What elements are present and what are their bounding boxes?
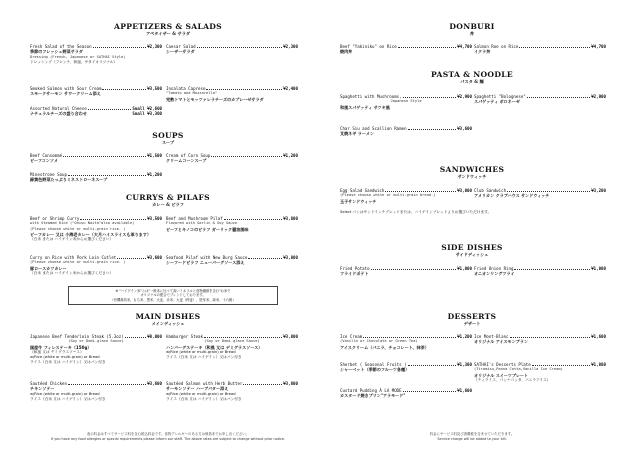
menu-item <box>166 334 298 360</box>
item-sides-jp: ライス（白米 又は ハイゲイン）又はパン付き <box>166 396 242 401</box>
donburi-section <box>334 22 610 36</box>
curries-header <box>30 193 306 207</box>
item-note: (Please choose white or multi-grain rice. ) <box>30 260 126 265</box>
right-page <box>320 0 640 453</box>
curries-title-jp: カレー & ピラフ <box>152 202 184 207</box>
item-name-jp: 叉焼ネギ ラーメン <box>340 131 374 137</box>
item-name: Ice Cream <box>340 334 363 339</box>
item-price: ¥1,600 <box>591 334 606 339</box>
item-name-jp: シーザーサラダ <box>166 49 195 55</box>
item-note: with Steamed Rice ("Ohisu Naita"also available) <box>30 221 135 226</box>
item-name-jp: スパゲッティ ボロネーゼ <box>474 99 520 105</box>
pasta-title-jp: パスタ & 麺 <box>460 79 484 84</box>
item-name-jp: オリジナル アイスモンブラン <box>474 339 529 345</box>
menu-item <box>30 153 162 164</box>
pasta-header <box>334 70 610 84</box>
item-name: Custard Pudding À LA MODE <box>340 388 402 393</box>
item-price: ¥3,500 <box>147 216 162 221</box>
item-name-jp: チキンソテー <box>30 386 55 392</box>
item-name: Hamburger Steak <box>166 334 203 339</box>
menu-item <box>474 362 606 383</box>
mains-title: MAIN DISHES <box>135 312 201 321</box>
pasta-title: PASTA & NOODLE <box>431 70 513 79</box>
item-note-jp: ドレッシング（フレンチ、和風、サタイオリジナル） <box>30 59 118 64</box>
left-footer-line-2: If you have any food allergies or special requirements please inform our staff. The above rates are subject to change without prior notice. <box>50 436 286 441</box>
appetizers-section <box>30 22 306 36</box>
menu-item <box>30 255 162 276</box>
curries-section <box>30 193 306 207</box>
item-sides: w/Rice (white or multi-grain) or Bread <box>166 349 236 354</box>
item-note: Dressing (French, Japanese or SATHAI Style) <box>30 54 126 59</box>
item-price: ¥1,000 <box>457 266 472 271</box>
item-price: ¥1,000 <box>591 266 606 271</box>
desserts-section <box>334 312 610 326</box>
rice-note-line-1: ※ "ハイゲイン米"とは"一般米に比べて高いミネラルと食物繊維を含む"お米で <box>115 289 231 293</box>
item-name-jp: イクラ丼 <box>474 49 491 55</box>
item-name-jp: フライドポテト <box>340 271 369 277</box>
menu-item <box>340 94 472 110</box>
item-price: ¥3,800 <box>283 216 298 221</box>
item-name: Sherbet ( Seasonal Fruits ) <box>340 362 407 367</box>
right-footer-line-2: Service charge will be added to your bill. <box>437 436 507 441</box>
item-name-jp: シーフードピラフ ニューバーグソース添え <box>166 260 245 266</box>
soups-header <box>30 131 306 145</box>
item-name: SATHAI's Desserts Plate <box>474 362 531 367</box>
item-note: (Soy or Demi-glace Sauce) <box>68 339 124 344</box>
item-note: (Vanilla or Chocolate or Green Tea) <box>340 339 418 344</box>
right-footer <box>334 432 610 441</box>
donburi-title-jp: 丼 <box>469 31 475 36</box>
item-name: Spaghetti "Bolognese" <box>474 94 526 99</box>
item-name: Fresh Salad of the Season <box>30 44 92 49</box>
item-name: Salmon Roe on Rice <box>474 44 519 49</box>
item-price: ¥1,500 <box>147 153 162 158</box>
item-name-jp: ビーフとキノコのピラフ ガーリック醤油風味 <box>166 226 249 232</box>
sandwich-bread-note: Select パンはサンドイッチブレッドまたは、ハイゲインブレッドよりお選びいただけます。 <box>340 210 492 214</box>
item-price: ¥1,200 <box>147 172 162 177</box>
item-name: Sautéed Salmon with Herb Butter <box>166 381 243 386</box>
item-price-small: Small ¥2,600 <box>132 106 162 111</box>
item-name-jp: ハンバーグステーキ（和風 又は デミグラスソース） <box>166 344 263 350</box>
item-name: Caesar Salad <box>166 44 196 49</box>
mains-title-jp: メインディッシュ <box>151 321 185 326</box>
item-name-jp: クリームコーンスープ <box>166 158 207 164</box>
menu-item <box>166 86 298 102</box>
item-sides: w/Rice (white or multi-grain) or Bread <box>30 355 100 360</box>
item-note: (Soy or Demi-glace Sauce) <box>204 339 260 344</box>
item-sides-jp: ライス（白米 又は ハイゲイン）又はパン付き <box>30 396 106 401</box>
soups-title: SOUPS <box>152 131 184 140</box>
item-price: ¥4,700 <box>591 44 606 49</box>
item-note: (Please choose white or multi-grain bread.) <box>340 193 436 198</box>
right-footer-line-1: 料金にサービス料及び消費税を含ませていただきます。 <box>429 432 515 437</box>
menu-item <box>340 362 472 373</box>
menu-item <box>30 381 162 402</box>
item-name-jp: ビーフカレー 又は 小海老カレー（大月ハイスライスも承ります） <box>30 231 151 237</box>
soups-section <box>30 131 306 145</box>
menu-item <box>474 266 606 277</box>
item-name: Minestrone Soup <box>30 172 67 177</box>
desserts-title: DESSERTS <box>447 312 497 321</box>
item-sides: w/Rice (white or multi-grain) or Bread <box>166 391 236 396</box>
item-name-jp: 季節のフレッシュ野菜サラダ <box>30 49 83 55</box>
item-note: Flavored with Garlic & Soy Sauce <box>166 221 238 226</box>
item-name: Japanese Beef Tenderloin Steak (5.3oz) <box>30 334 124 339</box>
mains-header <box>30 312 306 326</box>
item-price: ¥1,600 <box>457 388 472 393</box>
item-price: ¥2,900 <box>591 94 606 99</box>
pasta-section <box>334 70 610 84</box>
menu-item <box>30 106 162 117</box>
item-name-jp: 焼肉丼 <box>340 49 353 55</box>
item-price: ¥3,800 <box>283 381 298 386</box>
item-name-jp: ビーフコンソメ <box>30 158 58 164</box>
item-sides-jp: ライス（白米 又は ハイゲイン）又はパン付き <box>30 360 106 365</box>
soups-title-jp: スープ <box>161 140 175 145</box>
item-price: ¥3,600 <box>147 255 162 260</box>
sandwiches-header <box>334 165 610 179</box>
item-price-small-2: Small ¥3,300 <box>132 111 162 117</box>
item-name-jp: カスタード焼きプリン"アラモード" <box>340 393 406 399</box>
item-name: Beef "Yakiniku" on Rice <box>340 44 397 49</box>
desserts-title-jp: デザート <box>463 321 481 326</box>
item-name-jp: アメリカン クラブハウス サンドウィッチ <box>474 193 550 199</box>
item-name-jp: 玉子サンドウィッチ <box>340 198 377 204</box>
item-price: ¥3,500 <box>147 86 162 91</box>
item-name-jp: ナチュラルチーズの盛り合わせ <box>30 111 87 117</box>
item-note-jp: （和風 又は デミグラスソース） <box>30 349 84 354</box>
menu-item <box>166 153 298 164</box>
left-footer-line-1: 表示料金はすべてサービス料を含む税込料金です。食物アレルギーのある方は係員までお申し出ください。 <box>86 432 250 437</box>
item-name-jp: スモークサーモン サワークリーム添え <box>30 91 101 97</box>
item-price: ¥2,300 <box>283 44 298 49</box>
menu-item <box>166 216 298 232</box>
appetizers-title-jp: アペタイザー & サラダ <box>145 31 191 36</box>
sandwiches-title: SANDWICHES <box>439 165 505 174</box>
item-name-jp: オニオンリングフライ <box>474 271 515 277</box>
mains-section <box>30 312 306 326</box>
donburi-title: DONBURI <box>449 22 495 31</box>
item-name-jp: 豚ロースカツカレー <box>30 265 67 271</box>
sandwiches-section <box>334 165 610 179</box>
item-price: ¥2,400 <box>283 86 298 91</box>
item-name-jp: シャーベット（季節のフルーツ各種） <box>340 367 410 373</box>
menu-item <box>474 44 606 55</box>
item-sides-jp: ライス（白米 又は ハイゲイン）又はパン付き <box>166 355 242 360</box>
item-note: (Tiramisu,Panna Cotta,Vanilla Ice Cream) <box>474 367 563 372</box>
item-price: ¥3,200 <box>591 188 606 193</box>
sides-title-jp: サイドディッシュ <box>455 252 489 257</box>
menu-item <box>340 334 472 350</box>
sides-title: SIDE DISHES <box>441 243 503 252</box>
item-name: Egg Salad Sandwich <box>340 188 385 193</box>
left-footer <box>30 432 306 441</box>
item-price: ¥3,800 <box>283 255 298 260</box>
item-note-jp: （ティラミス、パンナコッタ、バニラアイス） <box>474 377 551 382</box>
curries-title: CURRYS & PILAFS <box>126 193 210 202</box>
item-price: ¥4,700 <box>457 44 472 49</box>
item-name: Curry on Rice with Pork Loin Cutlet <box>30 255 117 260</box>
menu-item <box>474 188 606 199</box>
menu-item <box>166 381 298 402</box>
item-price: ¥1,300 <box>457 362 472 367</box>
sides-section <box>334 243 610 257</box>
item-name-jp: 緑黄色野菜たっぷりミネストローネスープ <box>30 177 108 183</box>
item-note-jp: （白米 または ハイゲイン米からお選びください） <box>30 270 114 275</box>
item-name-jp: サーモンソテー ハーブバター添え <box>166 386 229 392</box>
item-name-jp: アイスクリーム（バニラ、チョコレート、抹茶） <box>340 344 429 350</box>
item-note-2: (Please choose white or multi-grain rice. ) <box>30 226 126 231</box>
menu-item <box>340 188 472 204</box>
menu-item <box>30 334 162 366</box>
appetizers-title: APPETIZERS & SALADS <box>114 22 222 31</box>
item-name: Beef Consommé <box>30 153 63 158</box>
item-name: Insalata Caprese <box>166 86 206 91</box>
item-name: Ice Mont-Blanc <box>474 334 509 339</box>
rice-note-box <box>68 286 278 305</box>
menu-item <box>340 44 472 55</box>
item-name: Beef or Shrimp Curry <box>30 216 80 221</box>
item-name: Smoked Salmon with Sour Cream <box>30 86 102 91</box>
item-name: Seafood Pilaf with New Burg Sauce <box>166 255 248 260</box>
item-name: Sautéed Chicken <box>30 381 67 386</box>
item-name-jp: 国産牛 フィレステーキ（150g） <box>30 344 92 350</box>
item-name-jp: 完熟トマトとモッツァレラチーズのカプレーゼサラダ <box>166 96 264 102</box>
item-name: Spaghetti with Mushrooms, <box>340 94 402 99</box>
menu-item <box>340 266 472 277</box>
item-note: Japanese Style <box>390 99 422 104</box>
item-note-jp: （白米 または ハイゲイン米からお選びください） <box>30 237 114 242</box>
menu-item <box>166 255 298 266</box>
item-name-jp: オリジナル スイーツプレート <box>474 372 529 378</box>
item-price: ¥1,800 <box>591 362 606 367</box>
item-price: ¥2,900 <box>457 94 472 99</box>
item-sides: w/Rice (white or multi-grain) or Bread <box>30 391 100 396</box>
menu-item <box>474 94 606 105</box>
item-name: Club Sandwich <box>474 188 507 193</box>
item-name-jp: 和風スパゲッティ サツキ風 <box>340 104 390 110</box>
menu-item <box>474 334 606 345</box>
rice-note-line-3: （有機栽培米、もち米、黒米、大麦、赤米、大麦（押麦）、胚芽米、緑米、十六穀） <box>110 297 236 302</box>
menu-item <box>30 216 162 242</box>
item-price: ¥3,000 <box>457 188 472 193</box>
item-price: ¥3,600 <box>147 381 162 386</box>
appetizers-header <box>30 22 306 36</box>
item-price: ¥2,300 <box>147 44 162 49</box>
menu-item <box>340 126 472 137</box>
item-name: Beef and Mushroom Pilaf <box>166 216 223 221</box>
item-price: ¥3,800 <box>283 334 298 339</box>
menu-item <box>30 86 162 97</box>
menu-item <box>340 388 472 399</box>
menu-item <box>30 44 162 65</box>
item-price: ¥1,200 <box>457 334 472 339</box>
item-price: ¥1,200 <box>283 153 298 158</box>
menu-item <box>166 44 298 55</box>
item-name: Assorted Natural Cheese <box>30 106 87 111</box>
rice-note-line-2: オリジナルの配合でブレンドしております。 <box>140 293 206 298</box>
desserts-header <box>334 312 610 326</box>
item-price: ¥8,000 <box>147 334 162 339</box>
item-note: "Tomato and Mozzarella" <box>166 91 218 96</box>
item-price: ¥3,600 <box>457 126 472 131</box>
item-name: Fried Onion Ring <box>474 266 514 271</box>
menu-item <box>30 172 162 183</box>
item-name: Cream of Corn Soup <box>166 153 211 158</box>
item-name: Fried Potato <box>340 266 370 271</box>
item-name: Char Siu and Scallion Ramen <box>340 126 407 131</box>
sides-header <box>334 243 610 257</box>
sandwiches-title-jp: サンドウィッチ <box>457 174 487 179</box>
donburi-header <box>334 22 610 36</box>
